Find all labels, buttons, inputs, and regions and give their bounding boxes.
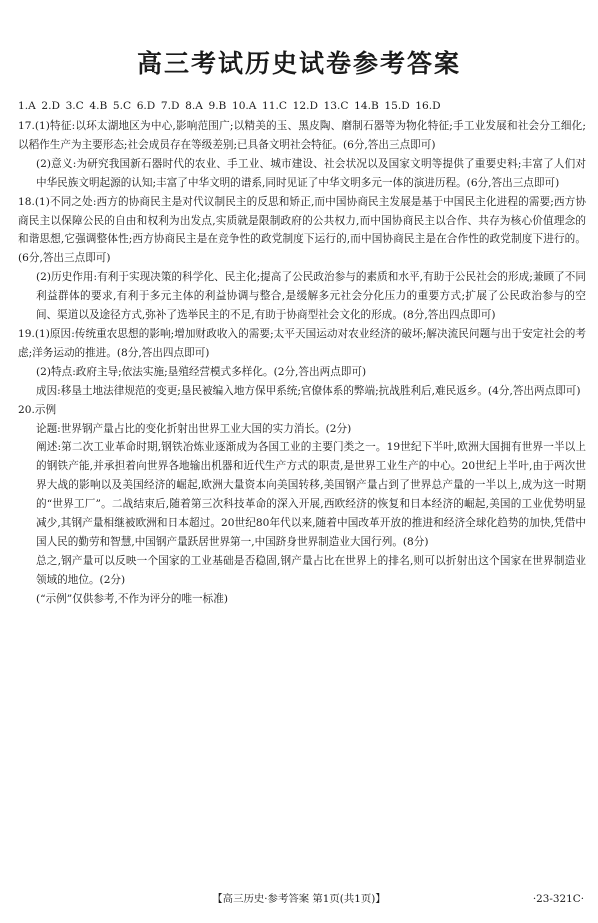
- choice-answer: 14.B: [354, 100, 379, 112]
- choice-answer: 8.A: [185, 100, 203, 112]
- choice-answer: 10.A: [231, 100, 257, 112]
- q19-part1: 19.(1)原因:传统重农思想的影响;增加财政收入的需要;太平天国运动对农业经济的破坏;解决流民问题与出于安定社会的考虑;洋务运动的推进。(8分,答出四点即可): [18, 327, 586, 359]
- q17-part1: 17.(1)特征:以环太湖地区为中心,影响范围广;以精美的玉、黑皮陶、磨制石器等为物化特征;手工业发展和社会分工细化;以稻作生产为主要形态;社会成员存在等级差别;已具备文明社会特征。(6分,答出三点即可): [18, 120, 586, 151]
- choice-answer: 7.D: [160, 100, 180, 112]
- q20-thesis: 论题:世界钢产量占比的变化折射出世界工业大国的实力消长。(2分): [36, 422, 352, 435]
- choice-answer: 5.C: [112, 100, 132, 112]
- footer-page-label: 【高三历史·参考答案 第1页(共1页)】: [212, 893, 386, 905]
- q20-summary: 总之,钢产量可以反映一个国家的工业基础是否稳固,钢产量占比在世界上的排名,则可以折射出这个国家在世界制造业领域的地位。(2分): [36, 554, 586, 586]
- choice-answer: 4.B: [89, 100, 108, 112]
- q17-part2: (2)意义:为研究我国新石器时代的农业、手工业、城市建设、社会状况以及国家文明等提供了重要史料;丰富了人们对中华民族文明起源的认知;丰富了中华文明的谱系,同时见证了中华文明多元一体的演进历程。(6分,答出三点即可): [36, 157, 586, 189]
- q20-argument: 阐述:第二次工业革命时期,钢铁冶炼业逐渐成为各国工业的主要门类之一。19世纪下半叶,欧洲大国拥有世界一半以上的钢铁产能,并承担着向世界各地输出机器和近代生产方式的职责,是世界工业生产的中心。20世纪上半叶,由于两次世界大战的影响以及美国经济的崛起,欧洲大量资本向美国转移,美国钢产量占到了世界总产量的一半以上,成为这一时期的“世界工厂”。二战结束后,随着第三次科技革命的深入开展,西欧经济的恢复和日本经济的崛起,美国的工业优势明显减少,其钢产量相继被欧洲和日本超过。20世纪80年代以来,随着中国改革开放的推进和经济全球化趋势的加快,凭借中国人民的勤劳和智慧,中国钢产量跃居世界第一,中国跻身世界制造业大国行列。(8分): [36, 441, 586, 548]
- q19-part2: (2)特点:政府主导;依法实施;垦殖经营模式多样化。(2分,答出两点即可): [36, 365, 367, 378]
- footer-doc-code: ·23-321C·: [532, 893, 584, 905]
- choice-answer: 2.D: [41, 100, 60, 112]
- choice-answer: 9.B: [208, 100, 227, 112]
- choice-answer: 1.A: [18, 100, 36, 112]
- answer-body: [18, 117, 586, 609]
- q18-part1: 18.(1)不同之处:西方的协商民主是对代议制民主的反思和矫正,而中国协商民主发展是基于中国民主化进程的需要;西方协商民主以保障公民的自由和权利为出发点,实质就是限制政府的公共权力,而中国协商民主以合作、共存为核心价值理念的和谐思想,它强调整体性;西方协商民主是在竞争性的政党制度下运行的,而中国协商民主是在合作性的政党制度下进行的。(6分,答出三点即可): [18, 195, 586, 265]
- q20-heading: 20.示例: [18, 403, 57, 416]
- q19-part3: 成因:移垦土地法律规范的变更;垦民被编入地方保甲系统;官僚体系的弊端;抗战胜利后,难民返乡。(4分,答出两点即可): [36, 384, 581, 397]
- choice-answers-row: [18, 99, 446, 113]
- choice-answer: 11.C: [262, 100, 288, 112]
- choice-answer: 16.D: [415, 100, 441, 112]
- page-title: 高三考试历史试卷参考答案: [136, 49, 461, 78]
- choice-answer: 13.C: [323, 100, 349, 112]
- choice-answer: 6.D: [136, 100, 156, 112]
- choice-answer: 3.C: [65, 100, 84, 112]
- q20-note: (“示例”仅供参考,不作为评分的唯一标准): [36, 592, 228, 605]
- choice-answer: 15.D: [384, 100, 410, 112]
- choice-answer: 12.D: [292, 100, 318, 112]
- q18-part2: (2)历史作用:有利于实现决策的科学化、民主化;提高了公民政治参与的素质和水平,有助于公民社会的形成;兼顾了不同利益群体的要求,有利于多元主体的利益协调与整合,是缓解多元社会分化压力的重要方式;扩展了公民政治参与的空间、渠道以及途径方式,弥补了选举民主的不足,有助于协商型社会文化的形成。(8分,答出四点即可): [36, 271, 586, 322]
